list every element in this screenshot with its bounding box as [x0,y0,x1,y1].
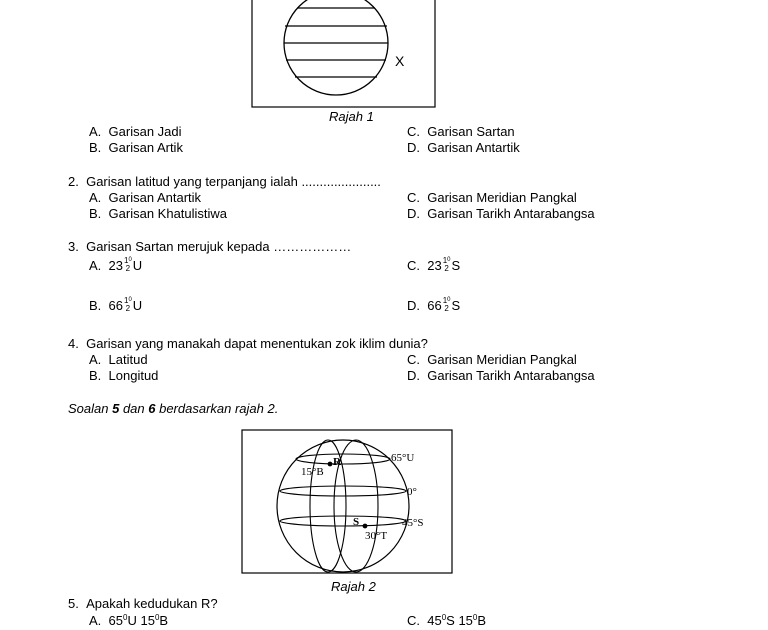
point-s-label: S [353,516,360,528]
q2-option-a[interactable]: A. Garisan Antartik [89,190,202,205]
q5-option-a[interactable]: A. $65^0U$ $15^0B$ [89,613,169,628]
instruction-text: Soalan 5 dan 6 berdasarkan rajah 2. [68,401,279,416]
label-45s: 45°S [402,517,424,529]
figure-1-caption: Rajah 1 [329,109,374,124]
q5-option-c[interactable]: C. $45^0S$ $15^0B$ [407,613,487,628]
q2-option-c[interactable]: C. Garisan Meridian Pangkal [407,190,577,205]
q4-question: 4. Garisan yang manakah dapat menentukan zok iklim dunia? [68,336,428,351]
q1-option-b[interactable]: B. Garisan Artik [89,140,183,155]
fraction: $1^0$ 2 [124,296,132,313]
q1-option-a[interactable]: A. Garisan Jadi [89,124,182,139]
q1-option-d[interactable]: D. Garisan Antartik [407,140,520,155]
q4-option-a[interactable]: A. Latitud [89,352,148,367]
fraction: $1^0$ 2 [124,256,132,273]
figure-1 [250,0,438,110]
fraction: $1^0$ 2 [442,256,451,273]
q4-option-c[interactable]: C. Garisan Meridian Pangkal [407,352,577,367]
q1-option-c[interactable]: C. Garisan Sartan [407,124,515,139]
point-r-dot [328,462,333,467]
label-0: 0° [407,486,417,498]
q4-option-d[interactable]: D. Garisan Tarikh Antarabangsa [407,368,595,383]
figure-2-caption: Rajah 2 [331,579,376,594]
fraction: $1^0$ 2 [442,296,451,313]
q4-option-b[interactable]: B. Longitud [89,368,159,383]
q2-option-b[interactable]: B. Garisan Khatulistiwa [89,206,228,221]
q3-question: 3. Garisan Sartan merujuk kepada ……………… [68,239,352,254]
q2-question: 2. Garisan latitud yang terpanjang ialah ...................... [68,174,381,189]
point-r-label: R [333,456,341,468]
q2-option-d[interactable]: D. Garisan Tarikh Antarabangsa [407,206,595,221]
q3-option-c[interactable]: C. 23 $1^0$ 2 S [407,256,461,273]
q3-option-a[interactable]: A. 23 $1^0$ 2 U [89,256,143,273]
q3-option-d[interactable]: D. 66 $1^0$ 2 S [407,296,461,313]
label-65u: 65°U [391,452,415,464]
point-s-dot [363,524,368,529]
label-30t: 30°T [365,530,388,542]
globe-outline [284,0,388,95]
figure-1-marker: X [395,53,405,69]
figure-2 [241,429,454,575]
label-15b: 15°B [301,466,324,478]
q5-question: 5. Apakah kedudukan R? [68,596,218,611]
q3-option-b[interactable]: B. 66 $1^0$ 2 U [89,296,143,313]
